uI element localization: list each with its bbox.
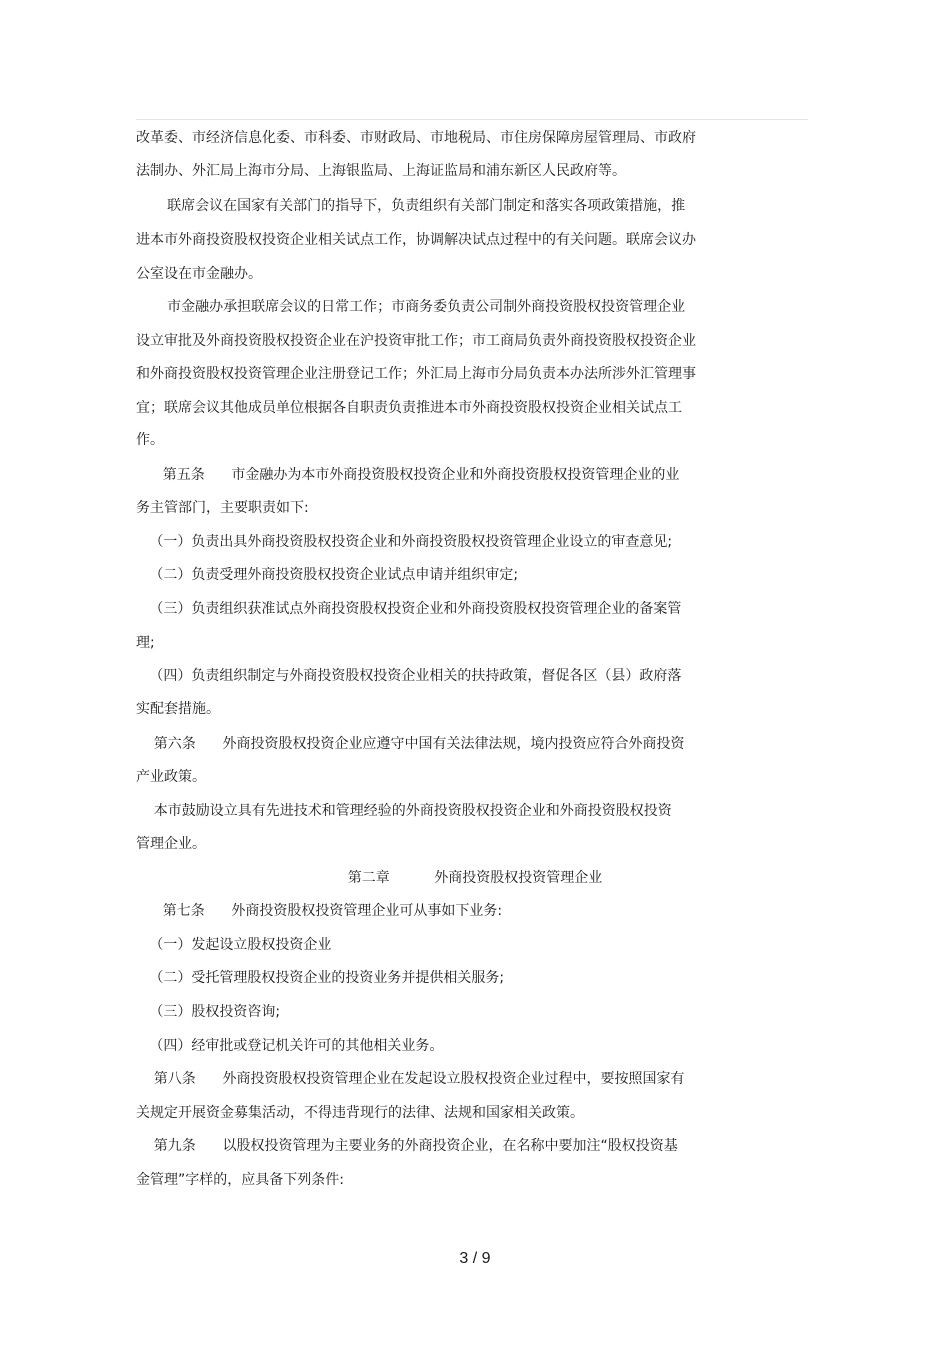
text-line: 本市鼓励设立具有先进技术和管理经验的外商投资股权投资企业和外商投资股权投资 <box>136 803 672 819</box>
text-line: （四）负责组织制定与外商投资股权投资企业相关的扶持政策，督促各区（县）政府落 <box>136 668 682 684</box>
text-line: 第八条 外商投资股权投资管理企业在发起设立股权投资企业过程中，要按照国家有 <box>136 1071 685 1087</box>
text-line: 实配套措施。 <box>136 701 220 717</box>
text-line: 和外商投资股权投资管理企业注册登记工作；外汇局上海市分局负责本办法所涉外汇管理事 <box>136 366 696 382</box>
text-line: （一）负责出具外商投资股权投资企业和外商投资股权投资管理企业设立的审查意见; <box>136 534 673 550</box>
text-line: （二）负责受理外商投资股权投资企业试点申请并组织审定; <box>136 567 519 583</box>
text-line: 作。 <box>136 432 164 448</box>
text-line: 产业政策。 <box>136 769 206 785</box>
text-line: （三）负责组织获准试点外商投资股权投资企业和外商投资股权投资管理企业的备案管 <box>136 601 682 617</box>
text-line: 公室设在市金融办。 <box>136 266 262 282</box>
header-rule <box>136 119 808 120</box>
text-line: 进本市外商投资股权投资企业相关试点工作，协调解决试点过程中的有关问题。联席会议办 <box>136 232 696 248</box>
text-line: 关规定开展资金募集活动，不得违背现行的法律、法规和国家相关政策。 <box>136 1105 584 1121</box>
text-line: 管理企业。 <box>136 836 206 852</box>
text-line: 改革委、市经济信息化委、市科委、市财政局、市地税局、市住房保障房屋管理局、市政府 <box>136 130 696 146</box>
text-line: 第九条 以股权投资管理为主要业务的外商投资企业，在名称中要加注“股权投资基 <box>136 1138 678 1154</box>
text-line: 第五条 市金融办为本市外商投资股权投资企业和外商投资股权投资管理企业的业 <box>136 467 680 483</box>
text-line: 联席会议在国家有关部门的指导下，负责组织有关部门制定和落实各项政策措施，推 <box>136 198 686 214</box>
text-line: 市金融办承担联席会议的日常工作；市商务委负责公司制外商投资股权投资管理企业 <box>136 299 686 315</box>
text-line: 法制办、外汇局上海市分局、上海银监局、上海证监局和浦东新区人民政府等。 <box>136 163 626 179</box>
text-line: 金管理”字样的，应具备下列条件: <box>136 1172 344 1188</box>
text-line: 宜；联席会议其他成员单位根据各自职责负责推进本市外商投资股权投资企业相关试点工 <box>136 400 682 416</box>
text-line: （一）发起设立股权投资企业 <box>136 937 332 953</box>
text-line: （三）股权投资咨询; <box>136 1004 281 1020</box>
text-line: （四）经审批或登记机关许可的其他相关业务。 <box>136 1038 444 1054</box>
chapter-heading: 第二章 外商投资股权投资管理企业 <box>347 870 603 886</box>
text-line: 务主管部门，主要职责如下: <box>136 500 309 516</box>
text-line: 第七条 外商投资股权投资管理企业可从事如下业务: <box>136 903 503 919</box>
text-line: 第六条 外商投资股权投资企业应遵守中国有关法律法规，境内投资应符合外商投资 <box>136 736 685 752</box>
text-line: 设立审批及外商投资股权投资企业在沪投资审批工作；市工商局负责外商投资股权投资企业 <box>136 333 696 349</box>
text-line: 理; <box>136 635 155 651</box>
page-number: 3 / 9 <box>459 1250 491 1267</box>
text-line: （二）受托管理股权投资企业的投资业务并提供相关服务; <box>136 970 505 986</box>
